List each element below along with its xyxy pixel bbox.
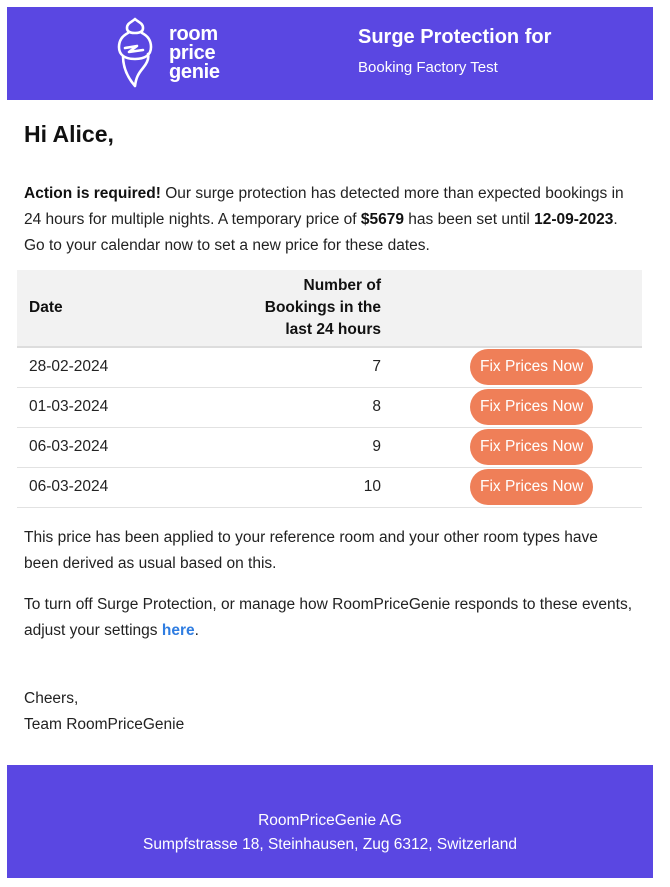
row-date: 06-03-2024 [17,427,187,467]
fix-prices-button[interactable]: Fix Prices Now [470,469,593,505]
header-bookings [187,270,393,347]
header-title: Surge Protection for [358,26,552,48]
settings-end: . [194,622,199,639]
until-date: 12-09-2023 [534,211,614,228]
applied-paragraph: This price has been applied to your reference room and your other room types have been derived as usual based on this. [24,529,598,572]
signoff [24,686,634,738]
row-count: 10 [187,467,393,507]
footer-company: RoomPriceGenie AG [258,812,402,829]
table-row [17,427,642,467]
settings-link[interactable]: here [161,622,195,639]
row-date: 28-02-2024 [17,347,187,387]
intro-text: . Go to your calendar now to set a new price for these dates. [24,211,618,254]
fix-prices-button[interactable]: Fix Prices Now [470,389,593,425]
intro-paragraph [24,181,634,259]
settings-paragraph [24,592,634,644]
row-count: 8 [187,387,393,427]
fix-prices-button[interactable]: Fix Prices Now [470,349,593,385]
row-date: 01-03-2024 [17,387,187,427]
header-bookings-label: Number of Bookings in the last 24 hours [264,277,381,338]
logo-line: genie [169,60,220,83]
header-subtitle: Booking Factory Test [358,59,498,76]
email-header [7,7,653,100]
row-date: 06-03-2024 [17,467,187,507]
greeting: Hi Alice, [24,121,114,147]
row-count: 7 [187,347,393,387]
table-row [17,387,642,427]
footer-address: Sumpfstrasse 18, Steinhausen, Zug 6312, Switzerland [143,836,517,853]
roompricegenie-logo [115,16,220,90]
intro-text: has been set until [403,211,535,228]
email-footer [7,765,653,878]
signoff-team: Team RoomPriceGenie [24,716,185,733]
intro-text: Our surge protection has detected more than expected bookings in 24 hours for multiple nights. A temporary price of [24,185,624,228]
table-row [17,467,642,507]
table-row [17,347,642,387]
header-action [393,270,642,347]
bookings-table [17,270,642,508]
signoff-line: Cheers, [24,690,79,707]
row-count: 9 [187,427,393,467]
genie-icon [115,16,155,90]
fix-prices-button[interactable]: Fix Prices Now [470,429,593,465]
logo-line: room [169,22,218,45]
action-required: Action is required! [24,185,161,202]
logo-line: price [169,41,216,64]
temporary-price: $5679 [360,211,404,228]
settings-text: To turn off Surge Protection, or manage how RoomPriceGenie responds to these events, adjust your settings [24,596,632,639]
header-date: Date [17,270,187,347]
table-header [17,270,642,347]
